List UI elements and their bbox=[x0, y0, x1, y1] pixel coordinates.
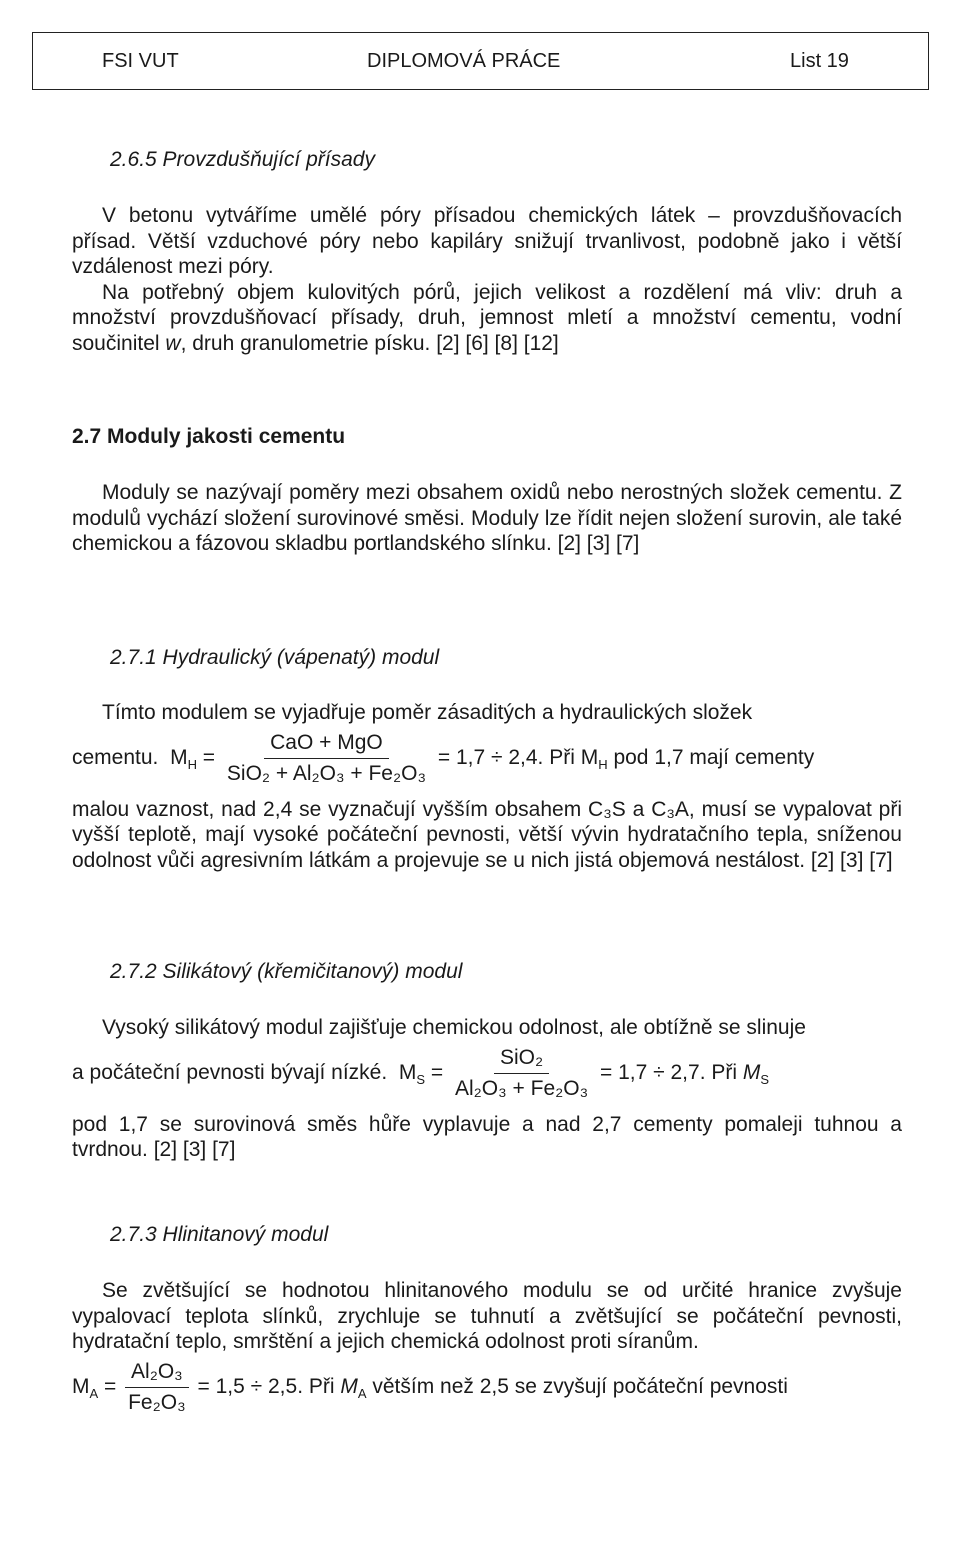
paragraph-27-1: Moduly se nazývají poměry mezi obsahem oxidů nebo nerostných složek cementu. Z modulů vychází složení surovinové směsi. Moduly lze řídit nejen složení surovin, ale také chemickou a fázovou skladbu portlandského slínku. [2] [3] [7] bbox=[72, 481, 902, 555]
paragraph-text: V betonu vytváříme umělé póry přísadou chemických látek – provzdušňovacích přísad. Větší vzduchové póry nebo kapiláry snižují trvanlivost, podobně jako i větší vzdálenost mezi póry. bbox=[72, 204, 902, 278]
equation-silicate-modul: a počáteční pevnosti bývají nízké. $M_S$ = $\frac{\text{SiO₂}}{\text{Al₂O₃ + Fe₂O₃}}$ = 1,7 ÷ 2,7. Při $M_S$ bbox=[72, 1043, 902, 1104]
paragraph-272: Vysoký silikátový modul zajišťuje chemickou odolnost, ale obtížně se slinuje a počáteční pevnosti bývají nízké. $M_S$ = $\frac{\text{SiO₂}}{\text{Al₂O₃ + Fe₂O₃}}$ = 1,7 ÷ 2,7. Při $M_S$ pod 1,7 se surovinová směs hůře vyplavuje a nad 2,7 cementy pomaleji tuhnou a tvrdnou. [2] [3] [7] bbox=[72, 1016, 902, 1161]
header-doc-type: DIPLOMOVÁ PRÁCE bbox=[367, 49, 561, 72]
heading-2-7: 2.7 Moduly jakosti cementu bbox=[72, 425, 346, 448]
header-school: FSI VUT bbox=[102, 49, 179, 72]
page-header bbox=[32, 32, 929, 90]
heading-2-7-2: 2.7.2 Silikátový (křemičitanový) modul bbox=[110, 960, 463, 983]
heading-2-6-5: 2.6.5 Provzdušňující přísady bbox=[110, 148, 375, 171]
heading-2-7-3: 2.7.3 Hlinitanový modul bbox=[110, 1223, 329, 1246]
heading-2-7-1: 2.7.1 Hydraulický (vápenatý) modul bbox=[110, 646, 440, 669]
paragraph-273: Se zvětšující se hodnotou hlinitanového modulu se od určité hranice zvyšuje vypalovací teplota slínků, zrychluje se tuhnutí a zvětšující se počáteční pevnosti, hydratační teplo, smrštění a jejich chemická odolnost proti síranům. $M_A$ = $\frac{\text{Al₂O₃}}{\text{Fe₂O₃}}$ = 1,5 ÷ 2,5. Při $M_A$ větším než 2,5 se zvyšují počáteční pevnosti bbox=[72, 1278, 902, 1418]
paragraph-text: Na potřebný objem kulovitých pórů, jejich velikost a rozdělení má vliv: druh a množství provzdušňovací přísady, druh, jemnost mletí a množství cementu, vodní součinitel w, druh granulometrie písku. [2] [6] [8] [12] bbox=[72, 280, 902, 355]
equation-hydraulic-modul: cementu. $M_H$ = $\frac{\text{CaO + MgO}}{\text{SiO₂ + Al₂O₃ + Fe₂O₃}}$ = 1,7 ÷ 2,4. Při $M_H$ pod 1,7 mají cementy bbox=[72, 728, 902, 789]
equation-alumina-modul: $M_A$ = $\frac{\text{Al₂O₃}}{\text{Fe₂O₃}}$ = 1,5 ÷ 2,5. Při $M_A$ větším než 2,5 se zvyšují počáteční pevnosti bbox=[72, 1357, 902, 1418]
paragraph-265-1 bbox=[72, 203, 902, 356]
paragraph-271: Tímto modulem se vyjadřuje poměr zásaditých a hydraulických složek cementu. $M_H$ = $\frac{\text{CaO + MgO}}{\text{SiO₂ + Al₂O₃ + Fe₂O₃}}$ = 1,7 ÷ 2,4. Při $M_H$ pod 1,7 mají cementy malou vaznost, nad 2,4 se vyznačují vyšším obsahem C₃S a C₃A, musí se vypalovat při vyšší teplotě, mají vysoké počáteční pevnosti, větší vývin hydratačního tepla, sníženou odolnost vůči agresivním látkám a projevuje se u nich jistá objemová nestálost. [2] [3] [7] bbox=[72, 701, 902, 872]
header-page-number: List 19 bbox=[790, 49, 849, 72]
